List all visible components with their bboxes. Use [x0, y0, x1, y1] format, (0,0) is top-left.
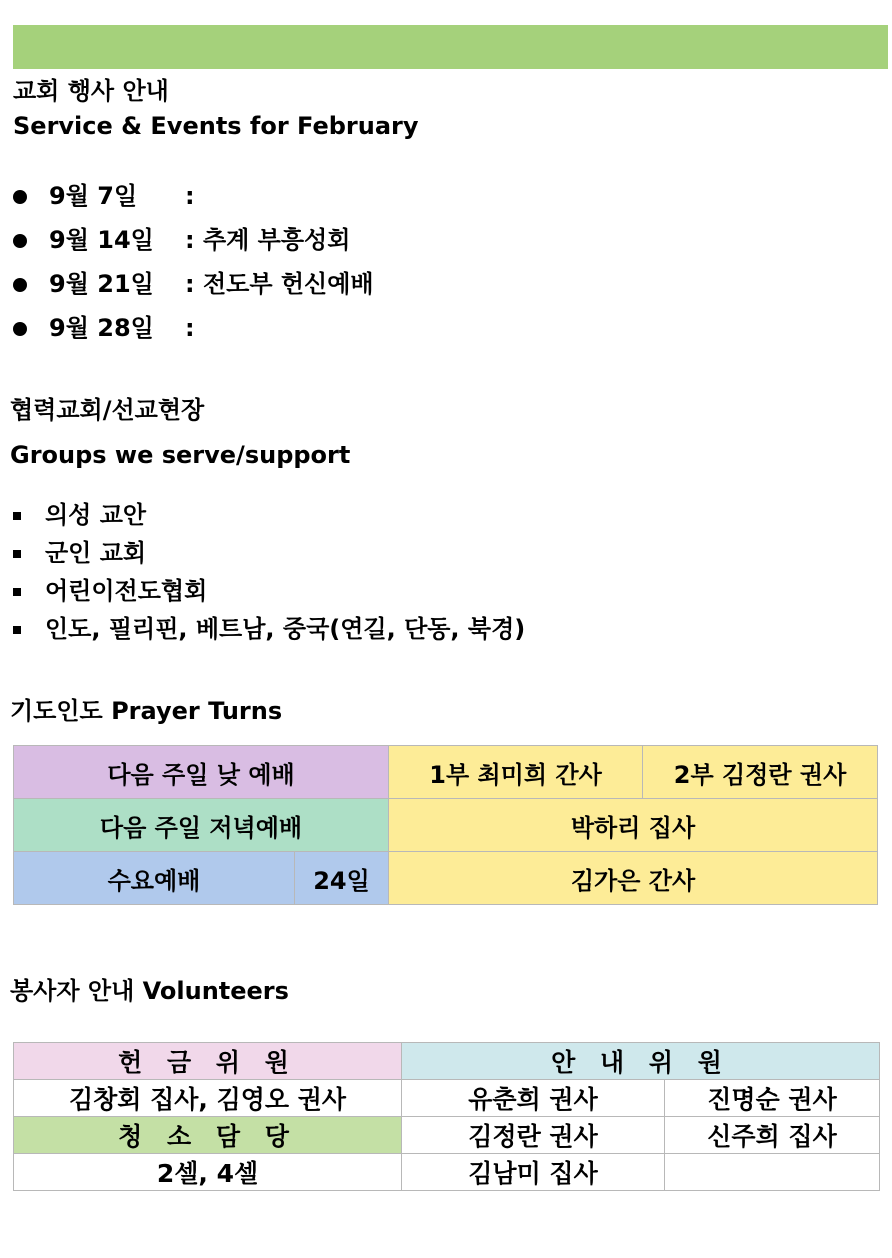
event-desc: : 추계 부흥성회 [185, 226, 351, 254]
groups-title-en: Groups we serve/support [10, 441, 351, 469]
group-item: 의성 교안 [13, 497, 525, 535]
usher-cell: 김정란 권사 [402, 1117, 665, 1154]
prayer-table [13, 745, 878, 905]
usher-cell: 진명순 권사 [665, 1080, 880, 1117]
cleaning-members: 2셀, 4셀 [14, 1154, 402, 1191]
event-date: 9월 7일 [49, 182, 138, 210]
table-row [14, 1117, 880, 1154]
volunteers-table [13, 1042, 880, 1191]
group-item: 군인 교회 [13, 535, 525, 573]
sunday-morning-label: 다음 주일 낮 예배 [14, 746, 389, 799]
usher-cell [665, 1154, 880, 1191]
groups-list [13, 497, 525, 649]
event-desc: : [185, 314, 195, 342]
event-date: 9월 28일 [49, 314, 154, 342]
event-date: 9월 21일 [49, 270, 154, 298]
event-item [13, 222, 374, 266]
events-title-en: Service & Events for February [13, 112, 419, 140]
events-list [13, 178, 374, 354]
event-item [13, 266, 374, 310]
event-item [13, 178, 374, 222]
usher-cell: 유춘희 권사 [402, 1080, 665, 1117]
table-row [14, 746, 878, 799]
table-row [14, 852, 878, 905]
usher-cell: 신주희 집사 [665, 1117, 880, 1154]
wednesday-leader: 김가은 간사 [389, 852, 878, 905]
event-desc: : 전도부 헌신예배 [185, 270, 374, 298]
event-desc: : [185, 182, 195, 210]
sunday-morning-first: 1부 최미희 간사 [389, 746, 643, 799]
header-accent-bar [13, 25, 888, 69]
table-row [14, 1154, 880, 1191]
sunday-morning-second: 2부 김정란 권사 [643, 746, 878, 799]
group-item: 인도, 필리핀, 베트남, 중국(연길, 단동, 북경) [13, 611, 525, 649]
event-item [13, 310, 374, 354]
event-date: 9월 14일 [49, 226, 154, 254]
table-row [14, 1080, 880, 1117]
usher-cell: 김남미 집사 [402, 1154, 665, 1191]
volunteers-title: 봉사자 안내 Volunteers [10, 977, 289, 1005]
wednesday-label: 수요예배 [14, 852, 295, 905]
sunday-evening-label: 다음 주일 저녁예배 [14, 799, 389, 852]
events-title-ko: 교회 행사 안내 [13, 77, 169, 105]
usher-header: 안 내 위 원 [402, 1043, 880, 1080]
cleaning-header: 청 소 담 당 [14, 1117, 402, 1154]
table-row [14, 1043, 880, 1080]
table-row [14, 799, 878, 852]
groups-title-ko: 협력교회/선교현장 [10, 396, 205, 424]
offering-members: 김창회 집사, 김영오 권사 [14, 1080, 402, 1117]
wednesday-date: 24일 [295, 852, 389, 905]
group-item: 어린이전도협회 [13, 573, 525, 611]
sunday-evening-leader: 박하리 집사 [389, 799, 878, 852]
offering-header: 헌 금 위 원 [14, 1043, 402, 1080]
prayer-title: 기도인도 Prayer Turns [10, 697, 283, 725]
